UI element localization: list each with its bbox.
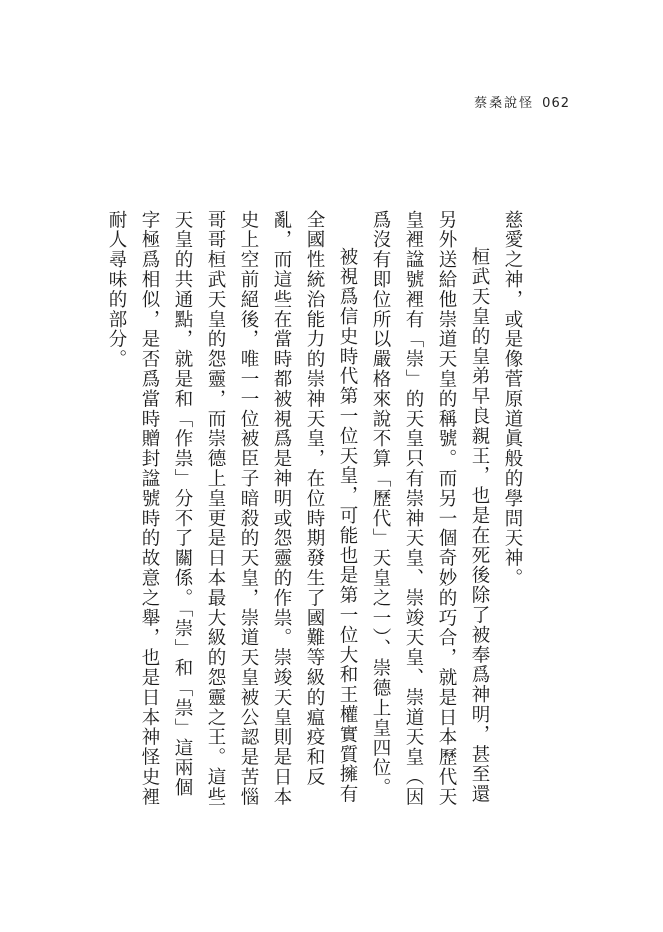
paragraph: 被視爲信史時代第一位天皇，可能也是第一位大和王權實質擁有全國性統治能力的崇神天皇，在位時期發生了國難等級的瘟疫和反亂，而這些在當時都被視爲是神明或怨靈的作祟。崇竣天皇則是日本史上空前絕後，唯一一位被臣子暗殺的天皇，崇道天皇被公認是苦惱哥哥桓武天皇的怨靈，而崇德上皇更是日本最大級的怨靈之王。這些天皇的共通點，就是和「作祟」分不了關係。「崇」和「祟」這兩個字極爲相似，是否爲當時贈封諡號時的故意之舉，也是日本神怪史裡耐人尋味的部分。 (106, 210, 358, 807)
paragraph: 慈愛之神，或是像菅原道眞般的學問天神。 (502, 210, 523, 589)
body-text (100, 210, 529, 810)
book-title: 蔡桑說怪 (474, 96, 535, 111)
running-head (474, 92, 570, 111)
page-number: 062 (542, 96, 570, 111)
paragraph: 桓武天皇的皇弟早良親王，也是在死後除了被奉爲神明，甚至還另外送給他崇道天皇的稱號。而另一個奇妙的巧合，就是日本歷代天皇裡諡號裡有「崇」的天皇只有崇神天皇、崇竣天皇、崇道天皇（因爲沒有即位所以嚴格來說不算「歷代」天皇之一）、崇德上皇四位。 (370, 210, 490, 807)
